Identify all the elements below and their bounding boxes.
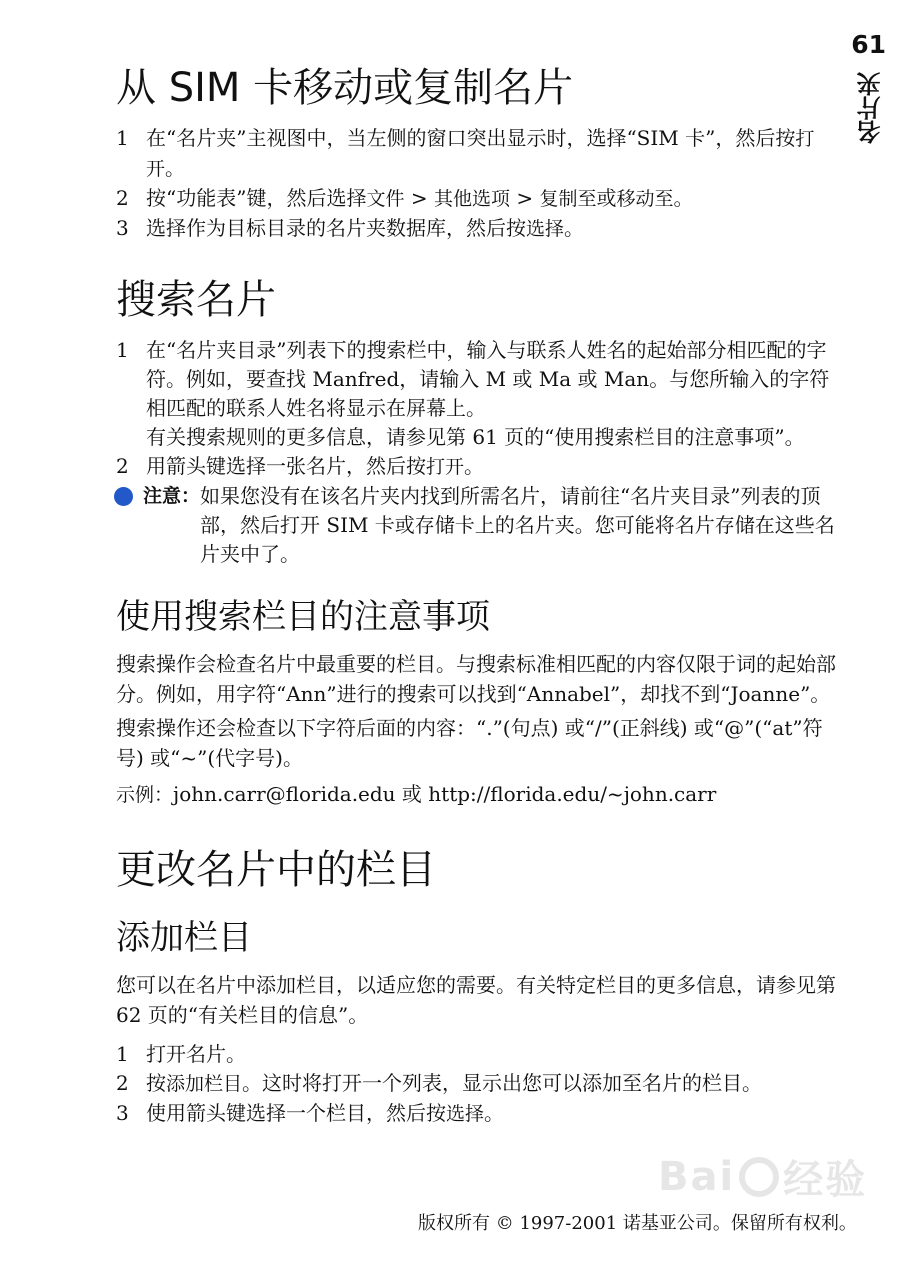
step-text: [146, 1099, 836, 1129]
step-text: 打开名片。: [146, 1042, 246, 1066]
step-text-part: 使用箭头键选择一个栏目，然后按: [146, 1101, 446, 1125]
step-text-part: 在“名片夹”主视图中，当左侧的窗口突出显示时，选择“SIM 卡”，然后按: [146, 126, 796, 150]
step-text-part: 按: [146, 1071, 166, 1095]
ui-term: 打开: [146, 128, 815, 180]
note-callout: [116, 482, 836, 569]
page-content: [116, 62, 836, 1129]
step-text-part: >: [404, 186, 434, 210]
copyright-footer: 版权所有 © 1997-2001 诺基亚公司。保留所有权利。: [418, 1213, 857, 1234]
note-bullet-icon: [114, 487, 133, 506]
list-item: [116, 452, 836, 482]
section-title-search: 搜索名片: [116, 277, 276, 323]
baidu-watermark-logo: [658, 1148, 867, 1205]
watermark-text: 经验: [783, 1157, 868, 1203]
step-text-part: >: [509, 186, 540, 210]
example-line: [116, 779, 836, 810]
step-number: 2: [116, 186, 129, 210]
note-text: 如果您没有在该名片夹内找到所需名片，请前往“名片夹目录”列表的顶部，然后打开 SIM 卡或存储卡上的名片夹。您可能将名片存储在这些名片夹中了。: [200, 484, 835, 566]
step-text-part: 或: [596, 186, 617, 210]
step-text-part: 。: [165, 156, 186, 180]
step-number: 1: [116, 338, 129, 362]
section-title-search-tips: 使用搜索栏目的注意事项: [116, 597, 490, 637]
watermark-text: Bai: [658, 1153, 736, 1200]
step-text-part: 用箭头键选择一张名片，然后按: [146, 454, 426, 478]
step-text-part: 。这时将打开一个列表，显示出您可以添加至名片的栏目。: [242, 1071, 763, 1095]
example-text: john.carr@florida.edu 或 http://florida.edu/~john.carr: [173, 782, 717, 806]
paragraph: 搜索操作会检查名片中最重要的栏目。与搜索标准相匹配的内容仅限于词的起始部分。例如，用字符“Ann”进行的搜索可以找到“Annabel”，却找不到“Joanne”。: [116, 652, 836, 706]
section-title-add-field: 添加栏目: [116, 918, 252, 958]
step-text: [146, 1069, 836, 1099]
ui-term: 移动至: [616, 188, 674, 210]
step-text: [146, 214, 836, 244]
step-number: 2: [116, 1071, 129, 1095]
list-item: [116, 184, 836, 214]
chapter-side-label: 名片夹: [857, 72, 885, 144]
ui-term: 打开: [426, 456, 465, 478]
step-text-part: 。: [484, 1101, 505, 1125]
ui-term: 选择: [446, 1103, 485, 1125]
step-text: [146, 336, 836, 452]
note-label: 注意：: [143, 485, 201, 507]
step-number: 3: [116, 216, 129, 240]
ui-term: 其他选项: [433, 188, 510, 210]
step-number: 3: [116, 1101, 129, 1125]
step-text-part: 。: [564, 216, 585, 240]
step-text-part: 在“名片夹目录”列表下的搜索栏中，输入与联系人姓名的起始部分相匹配的字符。例如，要查找 Manfred，请输入 M 或 Ma 或 Man。与您所输入的字符相匹配的联系人姓名将显示在屏幕上。: [146, 338, 830, 420]
step-text-part: 有关搜索规则的更多信息，请参见第 61 页的“使用搜索栏目的注意事项”。: [146, 425, 805, 449]
page-number: 61: [851, 30, 886, 59]
step-number: 1: [116, 126, 129, 150]
list-item: [116, 336, 836, 452]
step-number: 1: [116, 1042, 129, 1066]
ui-term: 文件: [366, 188, 405, 210]
section-title-move-copy: 从 SIM 卡移动或复制名片: [116, 65, 574, 111]
step-text-part: 。: [673, 186, 694, 210]
list-item: [116, 124, 836, 184]
step-text: [146, 184, 836, 214]
step-number: 2: [116, 454, 129, 478]
ui-term: 选择: [526, 218, 565, 240]
list-item: [116, 1069, 836, 1099]
step-text-part: 选择作为目标目录的名片夹数据库，然后按: [146, 216, 526, 240]
list-item: [116, 1040, 836, 1069]
list-item: [116, 1099, 836, 1129]
ui-term: 复制至: [539, 188, 597, 210]
step-text-part: 。: [464, 454, 485, 478]
paragraph: 您可以在名片中添加栏目，以适应您的需要。有关特定栏目的更多信息，请参见第 62 页的“有关栏目的信息”。: [116, 973, 836, 1027]
section-title-change-fields: 更改名片中的栏目: [116, 847, 436, 893]
example-label: 示例：: [116, 784, 174, 806]
step-text-part: 按“功能表”键，然后选择: [146, 186, 367, 210]
ui-term: 添加栏目: [166, 1073, 243, 1095]
paragraph: 搜索操作还会检查以下字符后面的内容：“.”(句点) 或“/”(正斜线) 或“@”(“at”符号) 或“~”(代字号)。: [116, 716, 823, 770]
list-item: [116, 214, 836, 244]
step-text: [146, 452, 836, 482]
paw-icon: [739, 1157, 779, 1197]
step-text: [146, 124, 836, 184]
